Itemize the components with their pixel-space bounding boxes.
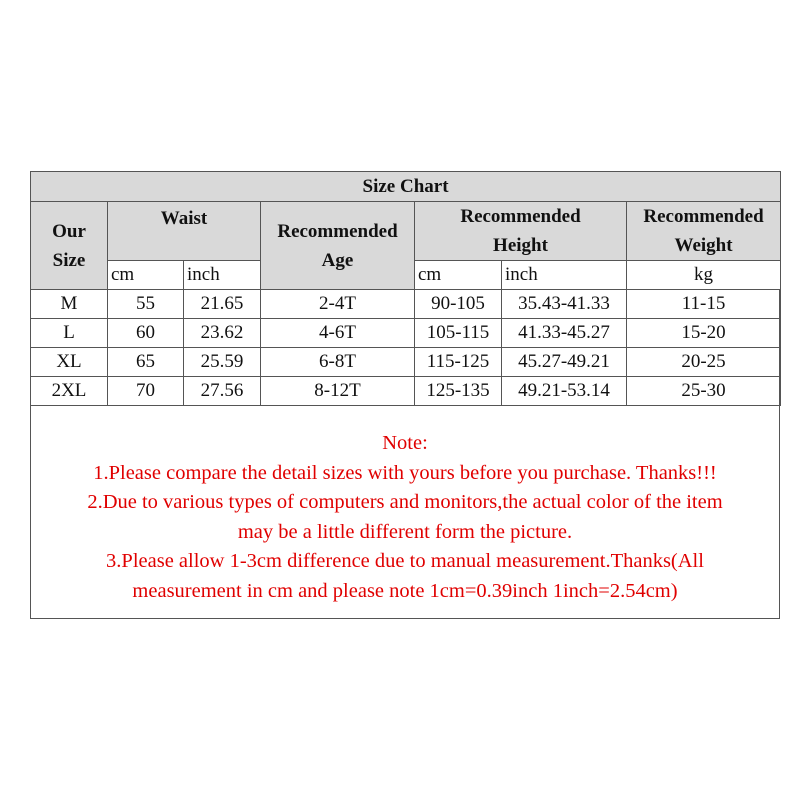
table-row [31, 377, 781, 406]
header-age-line1: Recommended [277, 220, 398, 242]
note-line: measurement in cm and please note 1cm=0.39inch 1inch=2.54cm) [132, 579, 678, 602]
table-row [31, 348, 781, 377]
header-row [31, 202, 781, 261]
header-age-line2: Age [321, 249, 354, 271]
cell-height-inch: 49.21-53.14 [502, 377, 627, 406]
cell-weight: 20-25 [627, 348, 781, 377]
cell-age: 6-8T [261, 348, 415, 377]
notes-section [30, 412, 780, 619]
cell-height-cm: 115-125 [415, 348, 502, 377]
note-line: 3.Please allow 1-3cm difference due to manual measurement.Thanks(All [106, 550, 704, 572]
cell-weight: 11-15 [627, 290, 781, 319]
header-weight-line2: Weight [674, 235, 733, 256]
cell-age: 4-6T [261, 319, 415, 348]
cell-age: 2-4T [261, 290, 415, 319]
cell-waist-inch: 27.56 [184, 377, 261, 406]
cell-waist-cm: 60 [108, 319, 184, 348]
cell-weight: 15-20 [627, 319, 781, 348]
header-our-size-line2: Size [52, 249, 86, 271]
cell-height-inch: 41.33-45.27 [502, 319, 627, 348]
cell-age: 8-12T [261, 377, 415, 406]
unit-height-cm: cm [415, 261, 502, 290]
cell-height-cm: 105-115 [415, 319, 502, 348]
note-heading: Note: [382, 432, 428, 454]
header-height-line1: Recommended [460, 206, 581, 227]
cell-waist-inch: 21.65 [184, 290, 261, 319]
cell-size: L [31, 319, 108, 348]
unit-waist-cm: cm [108, 261, 184, 290]
cell-height-inch: 45.27-49.21 [502, 348, 627, 377]
header-our-size-line1: Our [52, 220, 86, 242]
unit-waist-inch: inch [184, 261, 261, 290]
cell-height-cm: 90-105 [415, 290, 502, 319]
title-row [31, 172, 781, 202]
cell-height-inch: 35.43-41.33 [502, 290, 627, 319]
unit-height-inch: inch [502, 261, 627, 290]
table-row [31, 290, 781, 319]
size-table [30, 171, 781, 406]
header-recommended-weight [627, 202, 781, 261]
table-row [31, 319, 781, 348]
cell-height-cm: 125-135 [415, 377, 502, 406]
cell-waist-inch: 25.59 [184, 348, 261, 377]
header-recommended-age [261, 202, 415, 290]
cell-weight: 25-30 [627, 377, 781, 406]
cell-size: M [31, 290, 108, 319]
header-waist: Waist [108, 202, 261, 261]
cell-size: XL [31, 348, 108, 377]
header-height-line2: Height [493, 235, 548, 256]
chart-title: Size Chart [31, 172, 781, 202]
header-recommended-height [415, 202, 627, 261]
note-line: 2.Due to various types of computers and monitors,the actual color of the item [87, 491, 723, 513]
cell-waist-cm: 65 [108, 348, 184, 377]
cell-size: 2XL [31, 377, 108, 406]
cell-waist-cm: 55 [108, 290, 184, 319]
note-line: 1.Please compare the detail sizes with yours before you purchase. Thanks!!! [93, 461, 717, 484]
note-line: may be a little different form the picture. [237, 520, 573, 543]
cell-waist-cm: 70 [108, 377, 184, 406]
cell-waist-inch: 23.62 [184, 319, 261, 348]
unit-weight-kg: kg [627, 261, 781, 290]
header-our-size [31, 202, 108, 290]
header-weight-line1: Recommended [643, 206, 764, 227]
